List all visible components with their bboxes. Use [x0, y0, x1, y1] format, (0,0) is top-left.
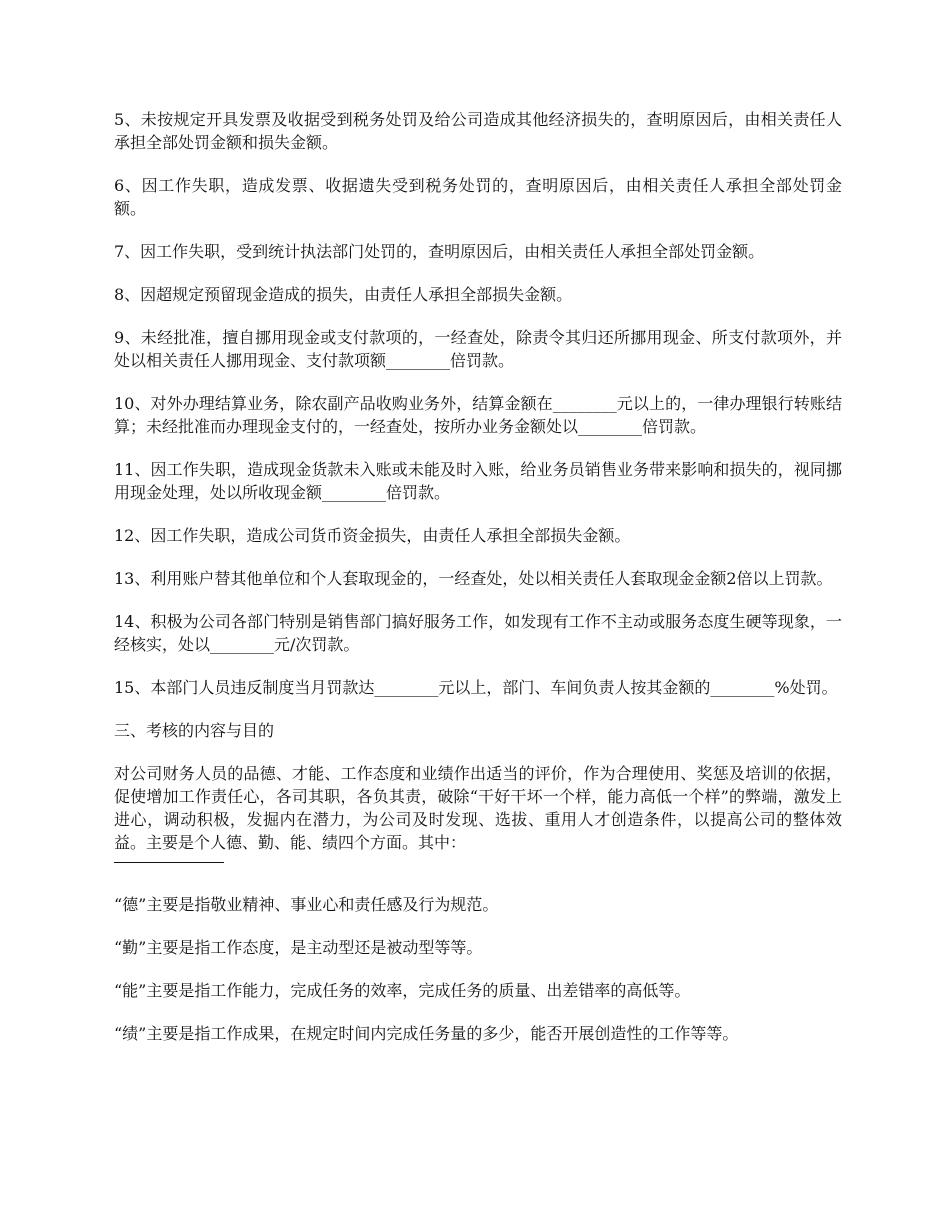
rule-item-11: 11、因工作失职，造成现金货款未入账或未能及时入账，给业务员销售业务带来影响和损失的，视同挪用现金处理，处以所收现金额________倍罚款。	[114, 460, 842, 502]
document-page	[114, 108, 842, 1065]
definition-qin: “勤”主要是指工作态度，是主动型还是被动型等等。	[114, 938, 483, 957]
rule-item-8: 8、因超规定预留现金造成的损失，由责任人承担全部损失金额。	[114, 285, 573, 304]
rule-item-7: 7、因工作失职，受到统计执法部门处罚的，查明原因后，由相关责任人承担全部处罚金额。	[114, 242, 765, 261]
definition-ji: “绩”主要是指工作成果，在规定时间内完成任务量的多少，能否开展创造性的工作等等。	[114, 1024, 739, 1043]
definition-de: “德”主要是指敬业精神、事业心和责任感及行为规范。	[114, 895, 499, 914]
rule-item-6: 6、因工作失职，造成发票、收据遗失受到税务处罚的，查明原因后，由相关责任人承担全部处罚金额。	[114, 176, 842, 218]
rule-item-14: 14、积极为公司各部门特别是销售部门搞好服务工作，如发现有工作不主动或服务态度生硬等现象，一经核实，处以________元/次罚款。	[114, 612, 842, 654]
rule-item-15: 15、本部门人员违反制度当月罚款达________元以上，部门、车间负责人按其金额的________%处罚。	[114, 678, 838, 697]
assessment-intro: 对公司财务人员的品德、才能、工作态度和业绩作出适当的评价，作为合理使用、奖惩及培训的依据，促使增加工作责任心，各司其职，各负其责，破除“干好干坏一个样，能力高低一个样”的弊端，激发上进心，调动积极，发掘内在潜力，为公司及时发现、选拔、重用人才创造条件，以提高公司的整体效益。主要是个人德、勤、能、绩四个方面。其中：	[114, 764, 842, 852]
rule-item-5: 5、未按规定开具发票及收据受到税务处罚及给公司造成其他经济损失的，查明原因后，由相关责任人承担全部处罚金额和损失金额。	[114, 110, 842, 152]
footnote-divider	[114, 862, 224, 863]
section-heading: 三、考核的内容与目的	[114, 721, 275, 740]
rule-item-12: 12、因工作失职，造成公司货币资金损失，由责任人承担全部损失金额。	[114, 526, 631, 545]
definition-neng: “能”主要是指工作能力，完成任务的效率，完成任务的质量、出差错率的高低等。	[114, 981, 691, 1000]
rule-item-13: 13、利用账户替其他单位和个人套取现金的，一经查处，处以相关责任人套取现金金额2倍以上罚款。	[114, 569, 833, 588]
rule-item-10: 10、对外办理结算业务，除农副产品收购业务外，结算金额在________元以上的，一律办理银行转账结算；未经批准而办理现金支付的，一经查处，按所办业务金额处以________倍罚款。	[114, 394, 842, 436]
rule-item-9: 9、未经批准，擅自挪用现金或支付款项的，一经查处，除责令其归还所挪用现金、所支付款项外，并处以相关责任人挪用现金、支付款项额________倍罚款。	[114, 328, 842, 370]
